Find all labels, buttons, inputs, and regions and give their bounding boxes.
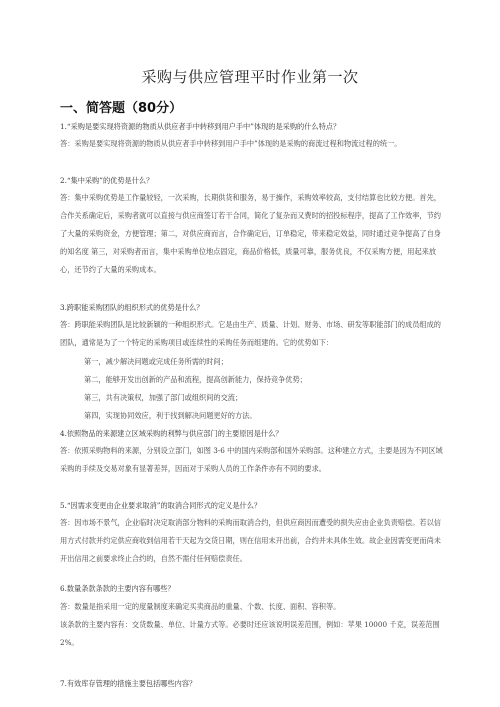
question-4: 4.依照物品的来源建立区域采购的利弊与供应部门的主要原因是什么？	[60, 429, 283, 438]
answer-3: 答：跨职能采购团队是比较新颖的一种组织形式。它是由生产、质量、计划、财务、市场、研发等职能部门的成员组成的团队，通常是为了一个特定的采购项目或连续性的采购任务而组建的。它的优势如下：	[60, 320, 441, 347]
answer-5: 答：因市场不景气，企业临时决定取消部分物料的采购而取消合约，但供应商因而遭受的损失应由企业负责赔偿。若以信用方式付款并约定供应商收到信用若干天起为交货日期，则在信用未开出前，合约并未具体生效。故企业因需变更而尚未开出信用之前要求终止合约的，自然不需付任何赔偿责任。	[60, 518, 441, 563]
answer-3-point-1: 第一，减少解决问题或完成任务所需的时间；	[84, 357, 228, 366]
section-heading: 一、简答题（80分）	[60, 101, 183, 116]
question-2: 2.“集中采购”的优势是什么？	[60, 176, 154, 185]
question-6: 6.数量条款条款的主要内容有哪些？	[60, 584, 175, 593]
answer-6: 答：数量是指采用一定的度量制度来确定买卖商品的重量、个数、长度、面积、容积等。	[60, 602, 341, 611]
answer-3-point-4: 第四，实现协同效应，利于找到解决问题更好的方法。	[84, 411, 257, 420]
answer-6-detail: 该条款的主要内容有：交货数量、单位、计量方式等。必要时还应该说明误差范围，例如：苹果 10000 千克，误差范围 2%。	[60, 620, 440, 647]
answer-4: 答：依照采购物料的来源，分别设立部门，如图 3-6 中的国内采购部和国外采购部。这种建立方式，主要是因为不同区域采购的手续及交易对象有显著差异，因而对于采购人员的工作条件亦有不同的要求。	[60, 446, 443, 473]
question-3: 3.跨职能采购团队的组织形式的优势是什么？	[60, 303, 204, 312]
page-title: 采购与供应管理平时作业第一次	[141, 68, 359, 86]
question-1: 1.“采购是要实现将资源的物质从供应者手中转移到用户手中”体现的是采购的什么特点？	[60, 122, 341, 131]
answer-3-point-3: 第三，共有决策权，加强了部门或组织间的交流；	[84, 393, 243, 402]
question-5: 5.“因需求变更由企业要求取消”的取消合同形式的定义是什么？	[60, 501, 262, 510]
answer-2: 答：集中采购优势是工作量较轻，一次采购，长期供货和服务，易于操作，采购效率较高，支付结算也比较方便。首先，合作关系确定后，采购者就可以直接与供应商签订若干合同，简化了复杂而又费时的招投标程序，提高了工作效率，节约了大量的采购资金，方便管理；第二，对供应商而言，合作确定后，订单稳定，带来稳定效益，同时通过竞争提高了自身的知名度 第三，对采购者而言，集中采购单位地点固定，商品价格低，质量可靠，服务优良，不仅采购方便，用起来放心，还节约了大量的采购成本。	[60, 193, 441, 274]
answer-3-point-2: 第二，能够开发出创新的产品和流程，提高创新能力，保持竞争优势；	[84, 375, 307, 384]
question-7: 7.有效库存管理的措施主要包括哪些内容？	[60, 679, 197, 688]
answer-1: 答：采购是要实现将资源的物质从供应者手中转移到用户手中”体现的是采购的商流过程和物流过程的统一。	[60, 139, 402, 148]
